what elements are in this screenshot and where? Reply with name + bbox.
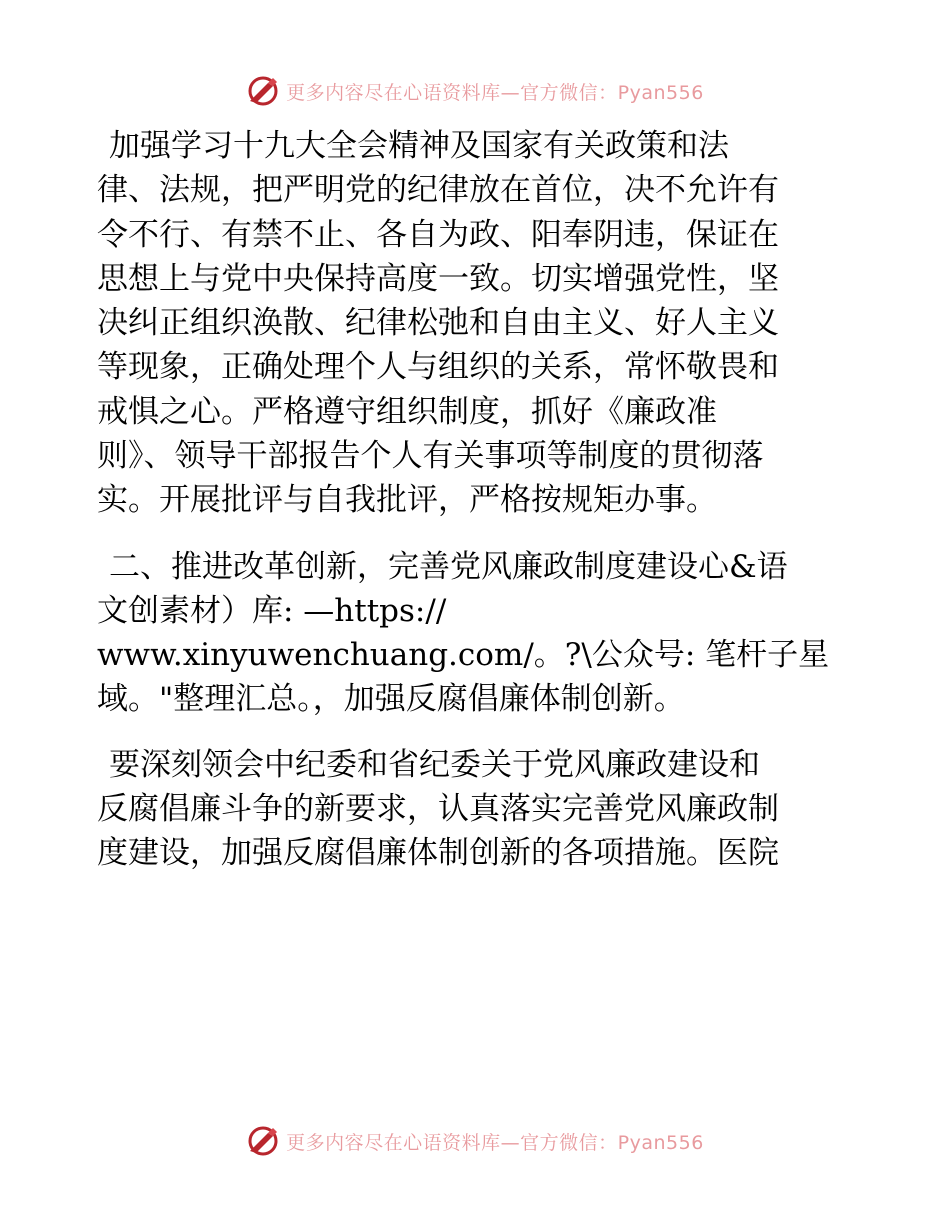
banner-text: 更多内容尽在心语资料库—官方微信：Pyan556: [286, 1131, 704, 1154]
text-line: www.xinyuwenchuang.com/。?\公众号: 笔杆子星: [97, 636, 830, 673]
text-line: 加强学习十九大全会精神及国家有关政策和法: [109, 128, 729, 164]
text-line: 令不行、有禁不止、各自为政、阳奉阴违，保证在: [97, 216, 779, 253]
document-body: [97, 124, 857, 897]
text-line: 二、推进改革创新，完善党风廉政制度建设心&语: [109, 548, 788, 585]
paragraph-1: [97, 124, 857, 523]
text-line: 决纠正组织涣散、纪律松弛和自由主义、好人主义: [97, 305, 779, 342]
text-line: 要深刻领会中纪委和省纪委关于党风廉政建设和: [109, 746, 760, 783]
pen-circle-logo-icon: [246, 1124, 280, 1158]
text-line: 等现象，正确处理个人与组织的关系，常怀敬畏和: [97, 349, 779, 386]
footer-banner: [0, 1121, 950, 1161]
text-line: 域。"整理汇总。，加强反腐倡廉体制创新。: [97, 680, 685, 717]
banner-text: 更多内容尽在心语资料库—官方微信：Pyan556: [286, 81, 704, 104]
text-line: 实。开展批评与自我批评，严格按规矩办事。: [97, 482, 717, 519]
text-line: 戒惧之心。严格遵守组织制度，抓好《廉政准: [97, 393, 717, 430]
text-line: 文创素材）库: —https://: [97, 592, 447, 629]
header-banner: [0, 71, 950, 111]
paragraph-2: [97, 545, 857, 721]
text-line: 律、法规，把严明党的纪律放在首位，决不允许有: [97, 172, 779, 209]
text-line: 反腐倡廉斗争的新要求，认真落实完善党风廉政制: [97, 790, 779, 827]
paragraph-3: [97, 743, 857, 875]
text-line: 则》、领导干部报告个人有关事项等制度的贯彻落: [97, 438, 764, 475]
text-line: 度建设，加强反腐倡廉体制创新的各项措施。医院: [97, 834, 779, 871]
text-line: 思想上与党中央保持高度一致。切实增强党性，坚: [97, 260, 779, 297]
pen-circle-logo-icon: [246, 74, 280, 108]
